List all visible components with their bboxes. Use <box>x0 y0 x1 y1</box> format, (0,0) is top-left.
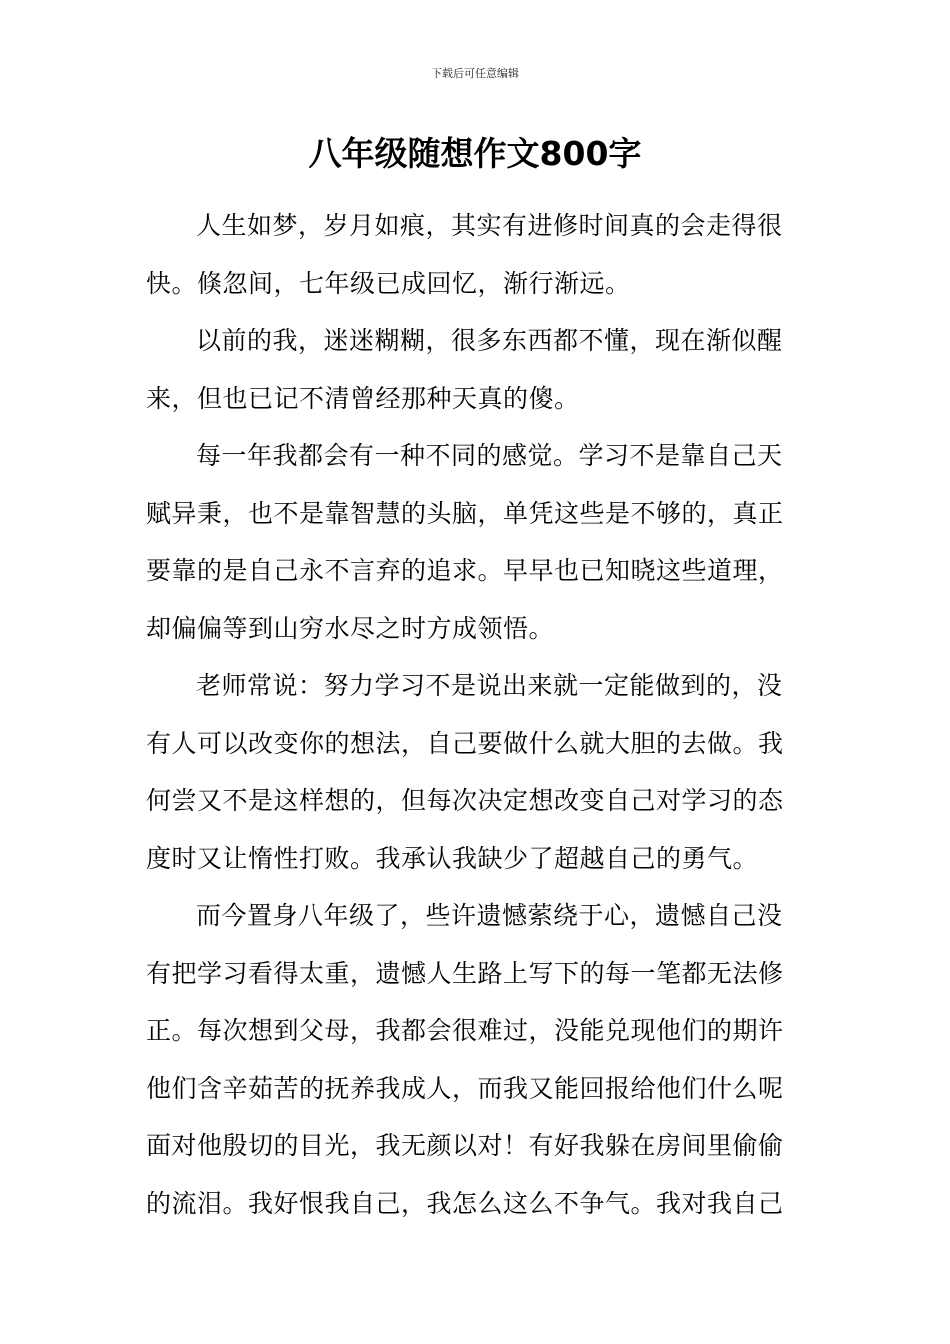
paragraph-line: 面对他殷切的目光，我无颜以对！有好我躲在房间里偷偷 <box>146 1131 784 1160</box>
paragraph-line: 正。每次想到父母，我都会很难过，没能兑现他们的期许 <box>146 1016 784 1045</box>
paragraph-line: 老师常说：努力学习不是说出来就一定能做到的，没 <box>196 671 783 700</box>
paragraph-line: 人生如梦，岁月如痕，其实有进修时间真的会走得很 <box>196 211 783 240</box>
paragraph-line: 每一年我都会有一种不同的感觉。学习不是靠自己天 <box>196 441 783 470</box>
paragraph-3 <box>146 427 806 657</box>
paragraph-line: 有把学习看得太重，遗憾人生路上写下的每一笔都无法修 <box>146 958 784 988</box>
paragraph-line: 何尝又不是这样想的，但每次决定想改变自己对学习的态 <box>146 786 784 815</box>
paragraph-2 <box>146 312 806 427</box>
paragraph-line: 的流泪。我好恨我自己，我怎么这么不争气。我对我自己 <box>146 1188 784 1218</box>
paragraph-line: 而今置身八年级了，些许遗憾萦绕于心，遗憾自己没 <box>196 901 783 930</box>
paragraph-line: 他们含辛茹苦的抚养我成人，而我又能回报给他们什么呢 <box>146 1073 784 1103</box>
page-title: 八年级随想作文800字 <box>308 134 642 173</box>
paragraph-1 <box>146 197 806 312</box>
paragraph-line: 以前的我，迷迷糊糊，很多东西都不懂，现在渐似醒 <box>196 326 783 355</box>
paragraph-line: 快。倏忽间，七年级已成回忆，渐行渐远。 <box>146 268 631 298</box>
paragraph-line: 却偏偏等到山穷水尽之时方成领悟。 <box>146 613 555 643</box>
article-body <box>146 197 806 1232</box>
paragraph-line: 来，但也已记不清曾经那种天真的傻。 <box>146 383 580 413</box>
paragraph-line: 赋异秉，也不是靠智慧的头脑，单凭这些是不够的，真正 <box>146 498 784 528</box>
paragraph-5 <box>146 887 806 1232</box>
page-header-note: 下载后可任意编辑 <box>431 67 519 80</box>
paragraph-4 <box>146 657 806 887</box>
paragraph-line: 要靠的是自己永不言弃的追求。早早也已知晓这些道理， <box>146 556 784 585</box>
paragraph-line: 度时又让惰性打败。我承认我缺少了超越自己的勇气。 <box>146 843 759 873</box>
paragraph-line: 有人可以改变你的想法，自己要做什么就大胆的去做。我 <box>146 728 784 758</box>
